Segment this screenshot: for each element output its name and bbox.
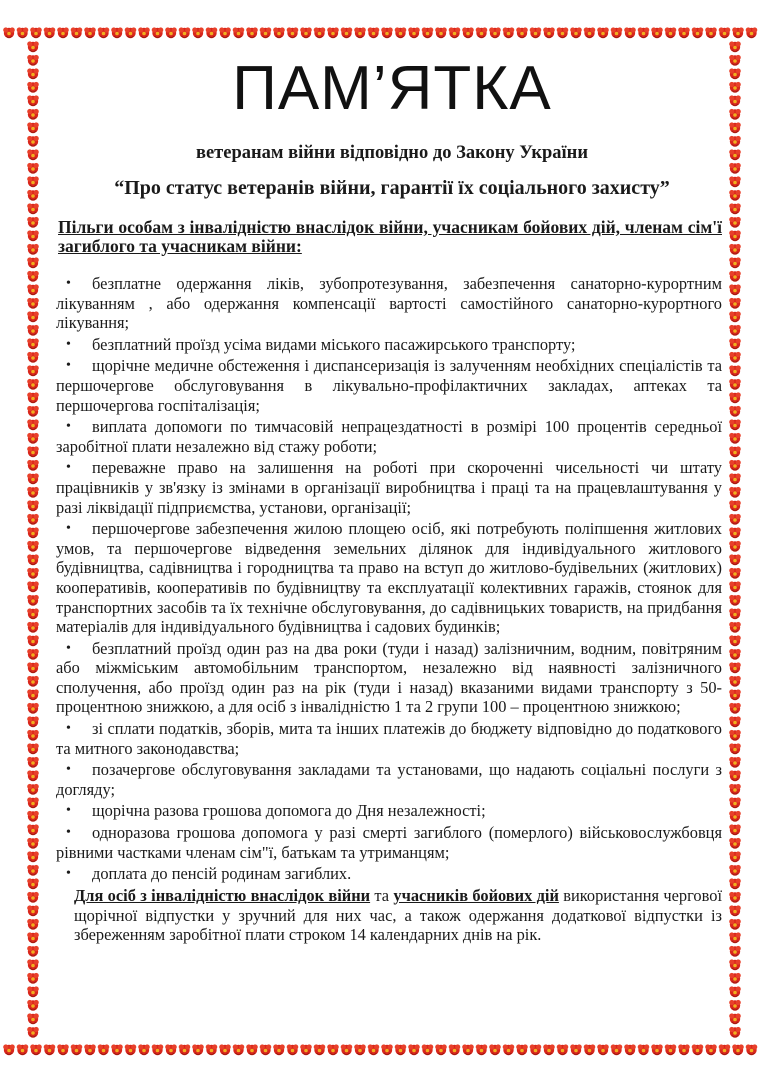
flower-ornament-icon — [395, 27, 407, 38]
flower-ornament-icon — [27, 649, 39, 660]
flower-ornament-icon — [729, 163, 741, 174]
flower-ornament-icon — [729, 892, 741, 903]
flower-ornament-icon — [27, 635, 39, 646]
flower-ornament-icon — [246, 27, 258, 38]
flower-ornament-icon — [27, 770, 39, 781]
flower-ornament-icon — [705, 1044, 717, 1055]
bullet-icon: • — [66, 866, 71, 882]
flower-ornament-icon — [27, 325, 39, 336]
flower-ornament-icon — [27, 689, 39, 700]
benefits-list — [56, 274, 722, 884]
page-title: ПАМ’ЯТКА — [232, 54, 552, 123]
flower-ornament-icon — [314, 1044, 326, 1055]
flower-ornament-icon — [27, 986, 39, 997]
flower-ornament-icon — [611, 1044, 623, 1055]
flower-ornament-icon — [729, 986, 741, 997]
flower-ornament-icon — [27, 838, 39, 849]
flower-ornament-icon — [729, 946, 741, 957]
list-item: • щорічна разова грошова допомога до Дня незалежності; — [66, 801, 486, 821]
flower-ornament-icon — [260, 1044, 272, 1055]
flower-ornament-icon — [27, 892, 39, 903]
flower-ornament-icon — [729, 460, 741, 471]
flower-ornament-icon — [17, 1044, 29, 1055]
flower-ornament-icon — [729, 649, 741, 660]
flower-ornament-icon — [27, 743, 39, 754]
final-rest: використання чергової щорічної відпустки у зручний для них час, а також одержання додаткової відпустки із збереженням заробітної плати строком 14 календарних днів на рік. — [74, 885, 722, 945]
flower-ornament-icon — [678, 27, 690, 38]
flower-ornament-icon — [729, 473, 741, 484]
flower-ornament-icon — [57, 27, 69, 38]
flower-ornament-icon — [27, 109, 39, 120]
flower-ornament-icon — [27, 919, 39, 930]
flower-ornament-icon — [27, 1027, 39, 1038]
flower-ornament-icon — [729, 595, 741, 606]
list-item: • безплатний проїзд один раз на два роки (туди і назад) залізничним, водним, повітряним або міжміським автомобільним транспортом, незалежно від наявності залізничного сполучення, або проїзд один раз на рік (туди і назад) вказаними видами транспорту з 50-процентною знижкою, а для осіб з інвалідністю 1 та 2 групи 100 – процентною знижкою; — [56, 638, 722, 717]
flower-ornament-icon — [557, 1044, 569, 1055]
flower-ornament-icon — [729, 109, 741, 120]
flower-ornament-icon — [27, 379, 39, 390]
law-title: “Про статус ветеранів війни, гарантії їх соціального захисту” — [114, 177, 670, 199]
flower-ornament-icon — [729, 932, 741, 943]
flower-ornament-icon — [27, 433, 39, 444]
flower-ornament-icon — [729, 716, 741, 727]
flower-ornament-icon — [27, 311, 39, 322]
flower-ornament-icon — [729, 811, 741, 822]
flower-ornament-icon — [179, 27, 191, 38]
flower-ornament-icon — [570, 27, 582, 38]
flower-ornament-icon — [27, 973, 39, 984]
list-item: • безплатний проїзд усіма видами міського пасажирського транспорту; — [66, 334, 576, 354]
flower-ornament-icon — [27, 284, 39, 295]
flower-ornament-icon — [71, 27, 83, 38]
flower-ornament-icon — [27, 568, 39, 579]
flower-ornament-icon — [665, 27, 677, 38]
flower-ornament-icon — [3, 1044, 15, 1055]
flower-ornament-icon — [489, 27, 501, 38]
flower-ornament-icon — [584, 27, 596, 38]
flower-ornament-icon — [476, 1044, 488, 1055]
flower-ornament-icon — [327, 1044, 339, 1055]
bullet-icon: • — [66, 803, 71, 819]
flower-ornament-icon — [732, 27, 744, 38]
flower-ornament-icon — [729, 973, 741, 984]
flower-ornament-icon — [341, 27, 353, 38]
flower-ornament-icon — [729, 622, 741, 633]
flower-ornament-icon — [27, 1000, 39, 1011]
list-item: • переважне право на залишення на роботі при скороченні чисельності чи штату працівників у зв'язку із змінами в організації виробництва і праці та на працевлаштування у разі ліквідації підприємства, установи, організації; — [56, 458, 722, 517]
flower-ornament-icon — [729, 797, 741, 808]
list-item: • щорічне медичне обстеження і диспансеризація із залученням необхідних спеціалістів та першочергове обслуговування в лікувально-профілактичних закладах, аптеках та першочергова госпіталізація; — [56, 356, 722, 415]
flower-ornament-icon — [597, 1044, 609, 1055]
flower-ornament-icon — [678, 1044, 690, 1055]
bullet-icon: • — [66, 521, 71, 537]
bullet-icon: • — [66, 640, 71, 656]
flower-ornament-icon — [354, 27, 366, 38]
flower-ornament-icon — [57, 1044, 69, 1055]
flower-ornament-icon — [27, 946, 39, 957]
flower-ornament-icon — [27, 797, 39, 808]
flower-ornament-icon — [27, 460, 39, 471]
flower-ornament-icon — [729, 271, 741, 282]
flower-ornament-icon — [27, 676, 39, 687]
flower-ornament-icon — [27, 905, 39, 916]
flower-ornament-icon — [570, 1044, 582, 1055]
flower-ornament-icon — [729, 311, 741, 322]
bullet-icon: • — [66, 358, 71, 374]
flower-ornament-icon — [165, 27, 177, 38]
flower-ornament-icon — [27, 541, 39, 552]
flower-ornament-icon — [729, 392, 741, 403]
flower-ornament-icon — [27, 352, 39, 363]
flower-ornament-icon — [729, 1000, 741, 1011]
flower-ornament-icon — [27, 703, 39, 714]
flower-ornament-icon — [449, 27, 461, 38]
flower-ornament-icon — [732, 1044, 744, 1055]
flower-ornament-icon — [611, 27, 623, 38]
flower-ornament-icon — [729, 298, 741, 309]
flower-ornament-icon — [27, 163, 39, 174]
flower-ornament-icon — [729, 95, 741, 106]
flower-ornament-icon — [27, 662, 39, 673]
flower-ornament-icon — [729, 689, 741, 700]
flower-ornament-icon — [3, 27, 15, 38]
flower-ornament-icon — [27, 136, 39, 147]
flower-ornament-icon — [287, 27, 299, 38]
flower-ornament-icon — [503, 27, 515, 38]
flower-ornament-icon — [165, 1044, 177, 1055]
flower-ornament-icon — [27, 82, 39, 93]
flower-ornament-icon — [27, 217, 39, 228]
flower-ornament-icon — [705, 27, 717, 38]
final-connector: та — [370, 885, 394, 905]
flower-ornament-icon — [27, 149, 39, 160]
flower-ornament-icon — [692, 1044, 704, 1055]
flower-ornament-icon — [516, 27, 528, 38]
flower-ornament-icon — [449, 1044, 461, 1055]
final-group2: учасників бойових дій — [393, 885, 559, 905]
flower-ornament-icon — [98, 1044, 110, 1055]
flower-ornament-icon — [233, 1044, 245, 1055]
flower-ornament-icon — [729, 662, 741, 673]
flower-ornament-icon — [27, 500, 39, 511]
flower-ornament-icon — [651, 1044, 663, 1055]
flower-ornament-icon — [729, 905, 741, 916]
flower-ornament-icon — [27, 824, 39, 835]
flower-ornament-icon — [27, 878, 39, 889]
bullet-icon: • — [66, 419, 71, 435]
list-item: • доплата до пенсій родинам загиблих. — [66, 864, 352, 884]
list-item: • позачергове обслуговування закладами та установами, що надають соціальні послуги з догляду; — [56, 760, 722, 799]
flower-ornament-icon — [729, 406, 741, 417]
flower-ornament-icon — [327, 27, 339, 38]
flower-ornament-icon — [206, 27, 218, 38]
bullet-icon: • — [66, 825, 71, 841]
list-item: • одноразова грошова допомога у разі смерті загиблого (померлого) військовослужбовця рівними частками членам сім"ї, батькам та утриманцям; — [56, 823, 722, 862]
list-item: • безплатне одержання ліків, зубопротезування, забезпечення санаторно-курортним лікуванням , або одержання компенсації вартості самостійного санаторно-курортного лікування; — [56, 274, 722, 333]
flower-ornament-icon — [84, 1044, 96, 1055]
flower-ornament-icon — [729, 784, 741, 795]
final-prefix: Для осіб з інвалідністю внаслідок війни — [74, 885, 371, 905]
flower-ornament-icon — [729, 82, 741, 93]
flower-ornament-icon — [27, 244, 39, 255]
flower-ornament-icon — [408, 1044, 420, 1055]
flower-ornament-icon — [27, 298, 39, 309]
flower-ornament-icon — [368, 1044, 380, 1055]
flower-ornament-icon — [729, 379, 741, 390]
flower-ornament-icon — [30, 1044, 42, 1055]
flower-ornament-icon — [27, 203, 39, 214]
flower-ornament-icon — [27, 176, 39, 187]
flower-ornament-icon — [27, 190, 39, 201]
flower-ornament-icon — [729, 244, 741, 255]
flower-ornament-icon — [27, 230, 39, 241]
document-page — [56, 52, 722, 1042]
flower-ornament-icon — [435, 27, 447, 38]
flower-ornament-icon — [368, 27, 380, 38]
flower-ornament-icon — [489, 1044, 501, 1055]
list-item: • виплата допомоги по тимчасовій непрацездатності в розмірі 100 процентів середньої заробітної плати незалежно від стажу роботи; — [56, 417, 722, 456]
flower-ornament-icon — [729, 919, 741, 930]
flower-ornament-icon — [27, 757, 39, 768]
flower-ornament-icon — [557, 27, 569, 38]
flower-ornament-icon — [503, 1044, 515, 1055]
flower-ornament-icon — [27, 932, 39, 943]
flower-ornament-icon — [179, 1044, 191, 1055]
flower-ornament-icon — [192, 1044, 204, 1055]
flower-ornament-icon — [27, 554, 39, 565]
flower-ornament-icon — [395, 1044, 407, 1055]
flower-ornament-icon — [729, 55, 741, 66]
flower-ornament-icon — [516, 1044, 528, 1055]
bullet-icon: • — [66, 276, 71, 291]
flower-ornament-icon — [17, 27, 29, 38]
flower-ornament-icon — [729, 190, 741, 201]
flower-ornament-icon — [27, 527, 39, 538]
flower-ornament-icon — [729, 568, 741, 579]
flower-ornament-icon — [27, 446, 39, 457]
flower-ornament-icon — [692, 27, 704, 38]
flower-ornament-icon — [729, 703, 741, 714]
flower-ornament-icon — [729, 743, 741, 754]
flower-ornament-icon — [27, 865, 39, 876]
bullet-icon: • — [66, 762, 71, 778]
flower-ornament-icon — [27, 959, 39, 970]
flower-ornament-icon — [729, 878, 741, 889]
flower-ornament-icon — [729, 581, 741, 592]
flower-ornament-icon — [624, 27, 636, 38]
flower-ornament-icon — [27, 406, 39, 417]
flower-ornament-icon — [729, 1027, 741, 1038]
flower-ornament-icon — [729, 500, 741, 511]
flower-ornament-icon — [27, 716, 39, 727]
bullet-icon: • — [66, 460, 71, 476]
flower-ornament-icon — [729, 419, 741, 430]
flower-ornament-icon — [729, 730, 741, 741]
flower-ornament-icon — [27, 271, 39, 282]
flower-ornament-icon — [435, 1044, 447, 1055]
flower-ornament-icon — [543, 27, 555, 38]
flower-ornament-icon — [638, 1044, 650, 1055]
flower-ornament-icon — [27, 392, 39, 403]
flower-ornament-icon — [27, 41, 39, 52]
flower-ornament-icon — [476, 27, 488, 38]
flower-ornament-icon — [729, 514, 741, 525]
flower-ornament-icon — [381, 1044, 393, 1055]
flower-ornament-icon — [729, 284, 741, 295]
flower-ornament-icon — [219, 1044, 231, 1055]
flower-ornament-icon — [27, 514, 39, 525]
flower-ornament-icon — [27, 595, 39, 606]
flower-ornament-icon — [27, 95, 39, 106]
flower-ornament-icon — [729, 433, 741, 444]
flower-ornament-icon — [729, 851, 741, 862]
flower-ornament-icon — [192, 27, 204, 38]
flower-ornament-icon — [729, 770, 741, 781]
flower-ornament-icon — [287, 1044, 299, 1055]
flower-ornament-icon — [44, 1044, 56, 1055]
flower-ornament-icon — [719, 27, 731, 38]
flower-ornament-icon — [27, 122, 39, 133]
flower-ornament-icon — [300, 1044, 312, 1055]
flower-ornament-icon — [27, 257, 39, 268]
flower-ornament-icon — [422, 27, 434, 38]
flower-ornament-icon — [729, 365, 741, 376]
flower-ornament-icon — [665, 1044, 677, 1055]
flower-ornament-icon — [729, 676, 741, 687]
flower-ornament-icon — [27, 338, 39, 349]
flower-ornament-icon — [729, 325, 741, 336]
flower-ornament-icon — [651, 27, 663, 38]
flower-ornament-icon — [71, 1044, 83, 1055]
flower-ornament-icon — [27, 55, 39, 66]
flower-ornament-icon — [152, 1044, 164, 1055]
flower-ornament-icon — [27, 365, 39, 376]
bullet-icon: • — [66, 721, 71, 737]
subtitle: ветеранам війни відповідно до Закону України — [195, 143, 589, 163]
flower-ornament-icon — [530, 27, 542, 38]
section-heading: Пільги особам з інвалідністю внаслідок війни, учасникам бойових дій, членам сім'ї загиблого та учасникам війни: — [58, 217, 722, 256]
flower-ornament-icon — [219, 27, 231, 38]
flower-ornament-icon — [138, 1044, 150, 1055]
flower-ornament-icon — [729, 257, 741, 268]
flower-ornament-icon — [27, 487, 39, 498]
flower-ornament-icon — [111, 27, 123, 38]
flower-ornament-icon — [27, 730, 39, 741]
flower-ornament-icon — [273, 27, 285, 38]
flower-ornament-icon — [729, 865, 741, 876]
flower-ornament-icon — [729, 68, 741, 79]
flower-ornament-icon — [746, 27, 758, 38]
flower-ornament-icon — [729, 149, 741, 160]
flower-ornament-icon — [408, 27, 420, 38]
flower-ornament-icon — [729, 554, 741, 565]
flower-ornament-icon — [719, 1044, 731, 1055]
flower-ornament-icon — [125, 1044, 137, 1055]
flower-ornament-icon — [381, 27, 393, 38]
list-item: • першочергове забезпечення жилою площею осіб, які потребують поліпшення житлових умов, та першочергове відведення земельних ділянок для індивідуального житлового будівництва, садівництва і городництва та право на вступ до житлово-будівельних (житлових) кооперативів, кооперативів по будівництву та експлуатації колективних гаражів, стоянок для транспортних засобів та їх технічне обслуговування, до садівницьких товариств, на придбання матеріалів для індивідуального будівництва і садових будинків; — [56, 519, 722, 637]
flower-ornament-icon — [341, 1044, 353, 1055]
flower-ornament-icon — [125, 27, 137, 38]
flower-ornament-icon — [729, 635, 741, 646]
flower-ornament-icon — [729, 487, 741, 498]
flower-ornament-icon — [729, 203, 741, 214]
flower-ornament-icon — [530, 1044, 542, 1055]
flower-ornament-icon — [27, 1013, 39, 1024]
flower-ornament-icon — [300, 27, 312, 38]
flower-ornament-icon — [584, 1044, 596, 1055]
flower-ornament-icon — [462, 1044, 474, 1055]
flower-ornament-icon — [30, 27, 42, 38]
flower-ornament-icon — [729, 608, 741, 619]
flower-ornament-icon — [729, 136, 741, 147]
flower-ornament-icon — [27, 851, 39, 862]
flower-ornament-icon — [314, 27, 326, 38]
flower-ornament-icon — [729, 217, 741, 228]
flower-ornament-icon — [206, 1044, 218, 1055]
flower-ornament-icon — [27, 473, 39, 484]
flower-ornament-icon — [260, 27, 272, 38]
flower-ornament-icon — [729, 527, 741, 538]
flower-ornament-icon — [729, 122, 741, 133]
flower-ornament-icon — [84, 27, 96, 38]
flower-ornament-icon — [543, 1044, 555, 1055]
flower-ornament-icon — [27, 811, 39, 822]
flower-ornament-icon — [27, 608, 39, 619]
bullet-icon: • — [66, 336, 71, 352]
flower-ornament-icon — [624, 1044, 636, 1055]
final-paragraph — [74, 886, 722, 945]
flower-ornament-icon — [246, 1044, 258, 1055]
flower-ornament-icon — [27, 419, 39, 430]
flower-ornament-icon — [729, 541, 741, 552]
flower-ornament-icon — [152, 27, 164, 38]
flower-ornament-icon — [111, 1044, 123, 1055]
flower-ornament-icon — [27, 784, 39, 795]
flower-ornament-icon — [729, 41, 741, 52]
flower-ornament-icon — [44, 27, 56, 38]
flower-ornament-icon — [27, 622, 39, 633]
flower-ornament-icon — [746, 1044, 758, 1055]
flower-ornament-icon — [729, 757, 741, 768]
flower-ornament-icon — [729, 959, 741, 970]
flower-ornament-icon — [638, 27, 650, 38]
flower-ornament-icon — [233, 27, 245, 38]
flower-ornament-icon — [729, 338, 741, 349]
flower-ornament-icon — [98, 27, 110, 38]
flower-ornament-icon — [729, 824, 741, 835]
flower-ornament-icon — [27, 581, 39, 592]
flower-ornament-icon — [273, 1044, 285, 1055]
flower-ornament-icon — [27, 68, 39, 79]
flower-ornament-icon — [729, 1013, 741, 1024]
flower-ornament-icon — [462, 27, 474, 38]
flower-ornament-icon — [729, 176, 741, 187]
flower-ornament-icon — [354, 1044, 366, 1055]
flower-ornament-icon — [729, 352, 741, 363]
flower-ornament-icon — [138, 27, 150, 38]
flower-ornament-icon — [729, 838, 741, 849]
flower-ornament-icon — [597, 27, 609, 38]
list-item: • зі сплати податків, зборів, мита та інших платежів до бюджету відповідно до податкового та митного законодавства; — [56, 719, 722, 758]
flower-ornament-icon — [422, 1044, 434, 1055]
flower-ornament-icon — [729, 230, 741, 241]
flower-ornament-icon — [729, 446, 741, 457]
